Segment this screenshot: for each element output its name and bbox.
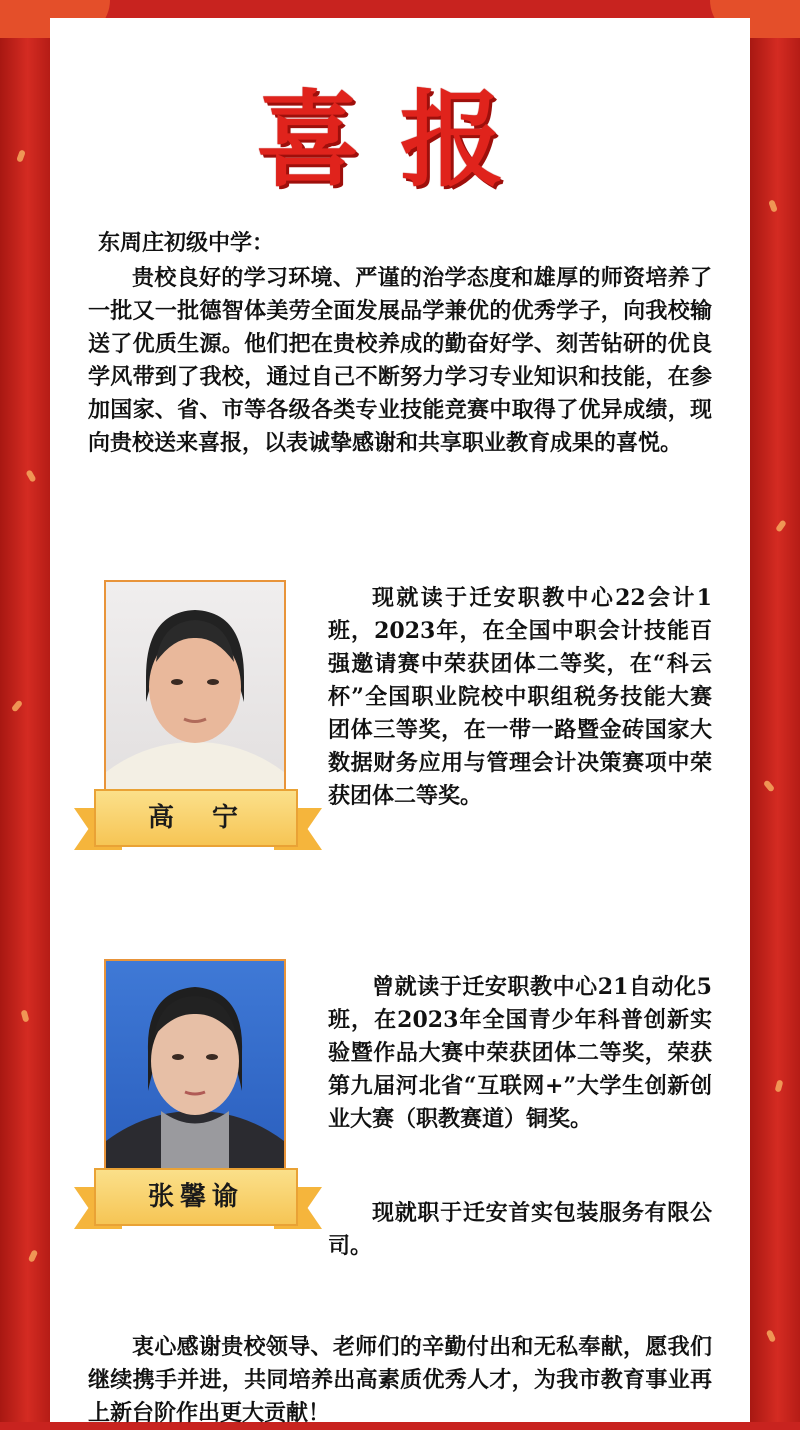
student-photo [104,580,286,796]
portrait-silhouette-icon [106,582,284,794]
announcement-paper [50,18,750,1426]
student-description: 曾就读于迁安职教中心21自动化5班，在2023年全国青少年科普创新实验暨作品大赛中荣获团体二等奖，荣获第九届河北省“互联网+”大学生创新创业大赛（职教赛道）铜奖。 [328,974,712,1132]
page-title: 喜报 [255,78,544,201]
intro-paragraph: 贵校良好的学习环境、严谨的治学态度和雄厚的师资培养了一批又一批德智体美劳全面发展品学兼优的优秀学子，向我校输送了优质生源。他们把在贵校养成的勤奋好学、刻苦钻研的优良学风带到了我校，通过自己不断努力学习专业知识和技能，在参加国家、省、市等各级各类专业技能竞赛中取得了优异成绩，现向贵校送来喜报，以表诚挚感谢和共享职业教育成果的喜悦。 [88,265,712,456]
portrait-silhouette-icon [106,961,284,1173]
right-frame [750,0,800,1422]
student-employment: 现就职于迁安首实包装服务有限公司。 [328,1200,712,1259]
left-frame [0,0,50,1422]
salutation: 东周庄初级中学： [98,230,275,256]
closing-paragraph: 衷心感谢贵校领导、老师们的辛勤付出和无私奉献，愿我们继续携手并进，共同培养出高素质优秀人才，为我市教育事业再上新台阶作出更大贡献！ [88,1334,712,1426]
student-description: 现就读于迁安职教中心22会计1班，2023年，在全国中职会计技能百强邀请赛中荣获团体二等奖，在“科云杯”全国职业院校中职组税务技能大赛团体三等奖，在一带一路暨金砖国家大数据财务应用与管理会计决策赛项中荣获团体二等奖。 [328,585,712,809]
student-name-ribbon: 张馨谕 [94,1168,298,1226]
student-photo [104,959,286,1175]
student-name-ribbon: 高 宁 [94,789,298,847]
